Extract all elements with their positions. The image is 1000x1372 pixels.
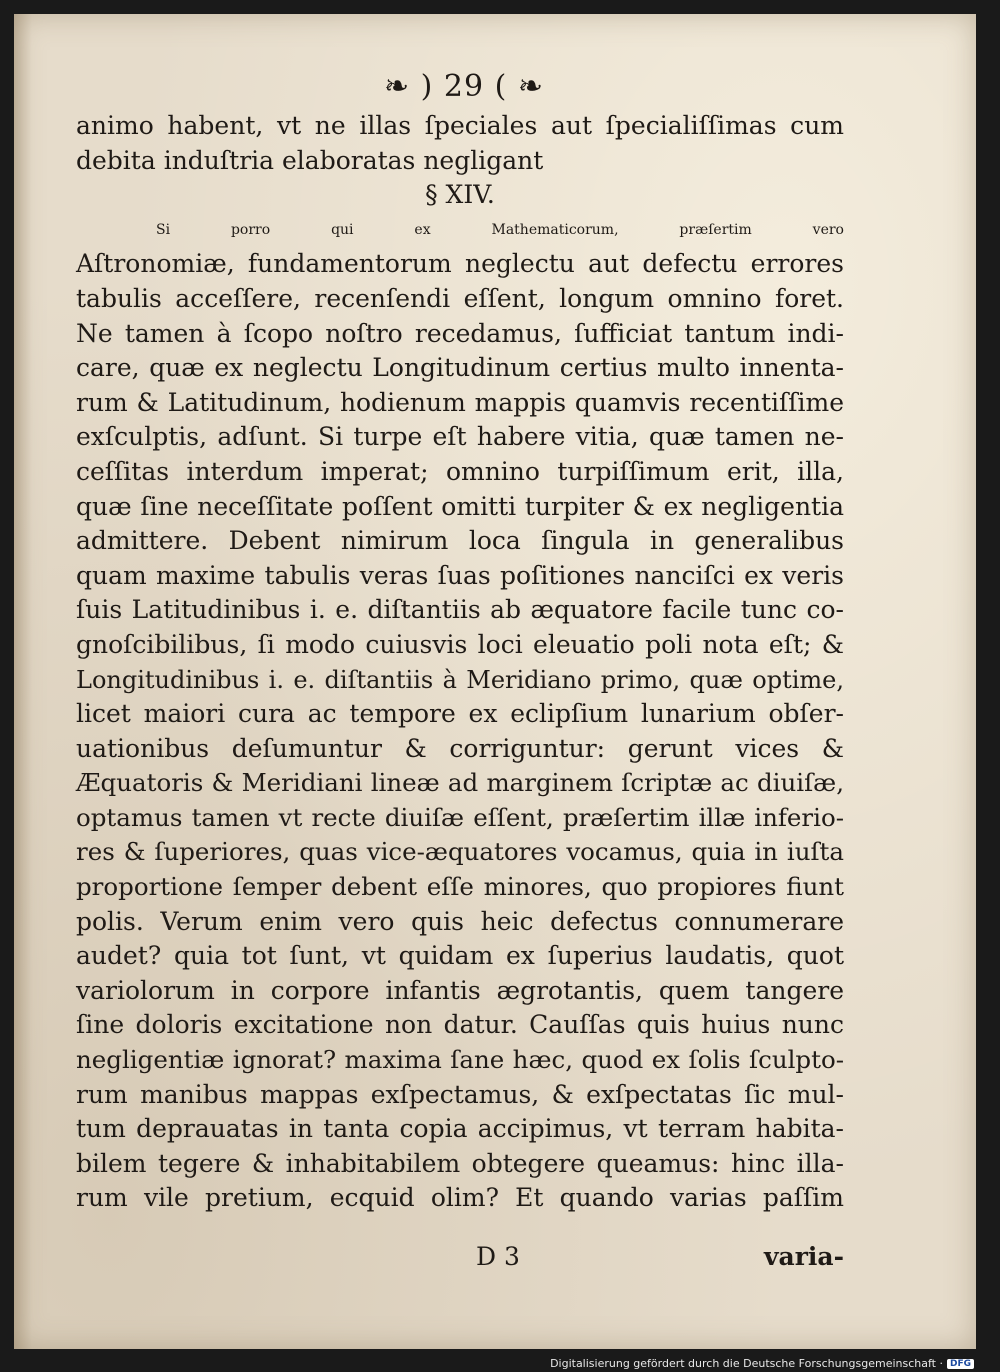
text-line: proportione ſemper debent eſſe minores, quo propiores fiunt [76,872,844,902]
text-line: rum manibus mappas exſpectamus, & exſpectatas ſic mul- [76,1079,844,1109]
credit-text: Digitalisierung gefördert durch die Deutsche Forschungsgemeinschaft · [550,1357,943,1370]
section-heading: § XIV. [425,180,495,210]
text-line: audet? quia tot ſunt, vt quidam ex ſuperius laudatis, quot [76,941,844,971]
text-line: uationibus deſumuntur & corriguntur: gerunt vices & [76,733,844,763]
text-line: polis. Verum enim vero quis heic defectus connumerare [76,906,844,936]
digitization-credit [550,1357,974,1370]
text-line: tum deprauatas in tanta copia accipimus, vt terram habita- [76,1114,844,1144]
text-line: rum vile pretium, ecquid olim? Et quando varias paſſim [76,1183,844,1213]
text-line: gnoſcibilibus, ſi modo cuiusvis loci eleuatio poli nota eſt; & [76,629,844,659]
text-line: variolorum in corpore infantis ægrotantis, quem tangere [76,975,844,1005]
text-line: debita induſtria elaboratas negligant [76,145,544,175]
text-line: bilem tegere & inhabitabilem obtegere queamus: hinc illa- [76,1148,844,1178]
text-line: Ne tamen à ſcopo noſtro recedamus, ſufficiat tantum indi- [76,318,844,348]
text-line: admittere. Debent nimirum loca ſingula in generalibus [76,526,844,556]
text-line: animo habent, vt ne illas ſpeciales aut ſpecialiſſimas cum [76,111,844,140]
text-line: Æquatoris & Meridiani lineæ ad marginem ſcriptæ ac diuiſæ, [76,768,844,798]
text-line: quam maxime tabulis veras ſuas poſitiones nanciſci ex veris [76,560,844,590]
page-header: ❧ ) 29 ( ❧ [384,69,544,104]
text-line: optamus tamen vt recte diuiſæ eſſent, præſertim illæ inferio- [76,802,844,832]
text-line: negligentiæ ignorat? maxima ſane hæc, quod ex ſolis ſculpto- [76,1045,844,1075]
text-line: Si porro qui ex Mathematicorum, præſertim vero [156,221,844,238]
page-footer [76,1242,844,1276]
signature-mark: D 3 [476,1242,520,1271]
text-line: licet maiori cura ac tempore ex eclipſium lunarium obſer- [76,699,844,729]
text-line: rum & Latitudinum, hodienum mappis quamvis recentiſſime [76,387,844,417]
text-line: exſculptis, adſunt. Si turpe eſt habere vitia, quæ tamen ne- [76,422,844,452]
text-line: quæ ſine neceſſitate poſſent omitti turpiter & ex negligentia [76,491,844,521]
text-line: ceſſitas interdum imperat; omnino turpiſſimum erit, illa, [76,456,844,486]
dfg-logo: DFG [947,1359,974,1369]
text-line: Longitudinibus i. e. diſtantiis à Meridiano primo, quæ optime, [76,665,844,694]
text-line: ſuis Latitudinibus i. e. diſtantiis ab æquatore facile tunc co- [76,595,844,625]
text-line: tabulis acceſſere, recenſendi eſſent, longum omnino foret. [76,283,844,313]
book-page [14,14,976,1349]
catchword: varia- [764,1242,844,1271]
text-line: care, quæ ex neglectu Longitudinum certius multo innenta- [76,353,844,383]
text-line: res & ſuperiores, quas vice-æquatores vocamus, quia in iuſta [76,837,844,867]
text-line: ſine doloris excitatione non datur. Cauſſas quis huius nunc [76,1010,844,1040]
body-text [76,109,844,1216]
text-line: Aſtronomiæ, fundamentorum neglectu aut defectu errores [76,249,844,279]
